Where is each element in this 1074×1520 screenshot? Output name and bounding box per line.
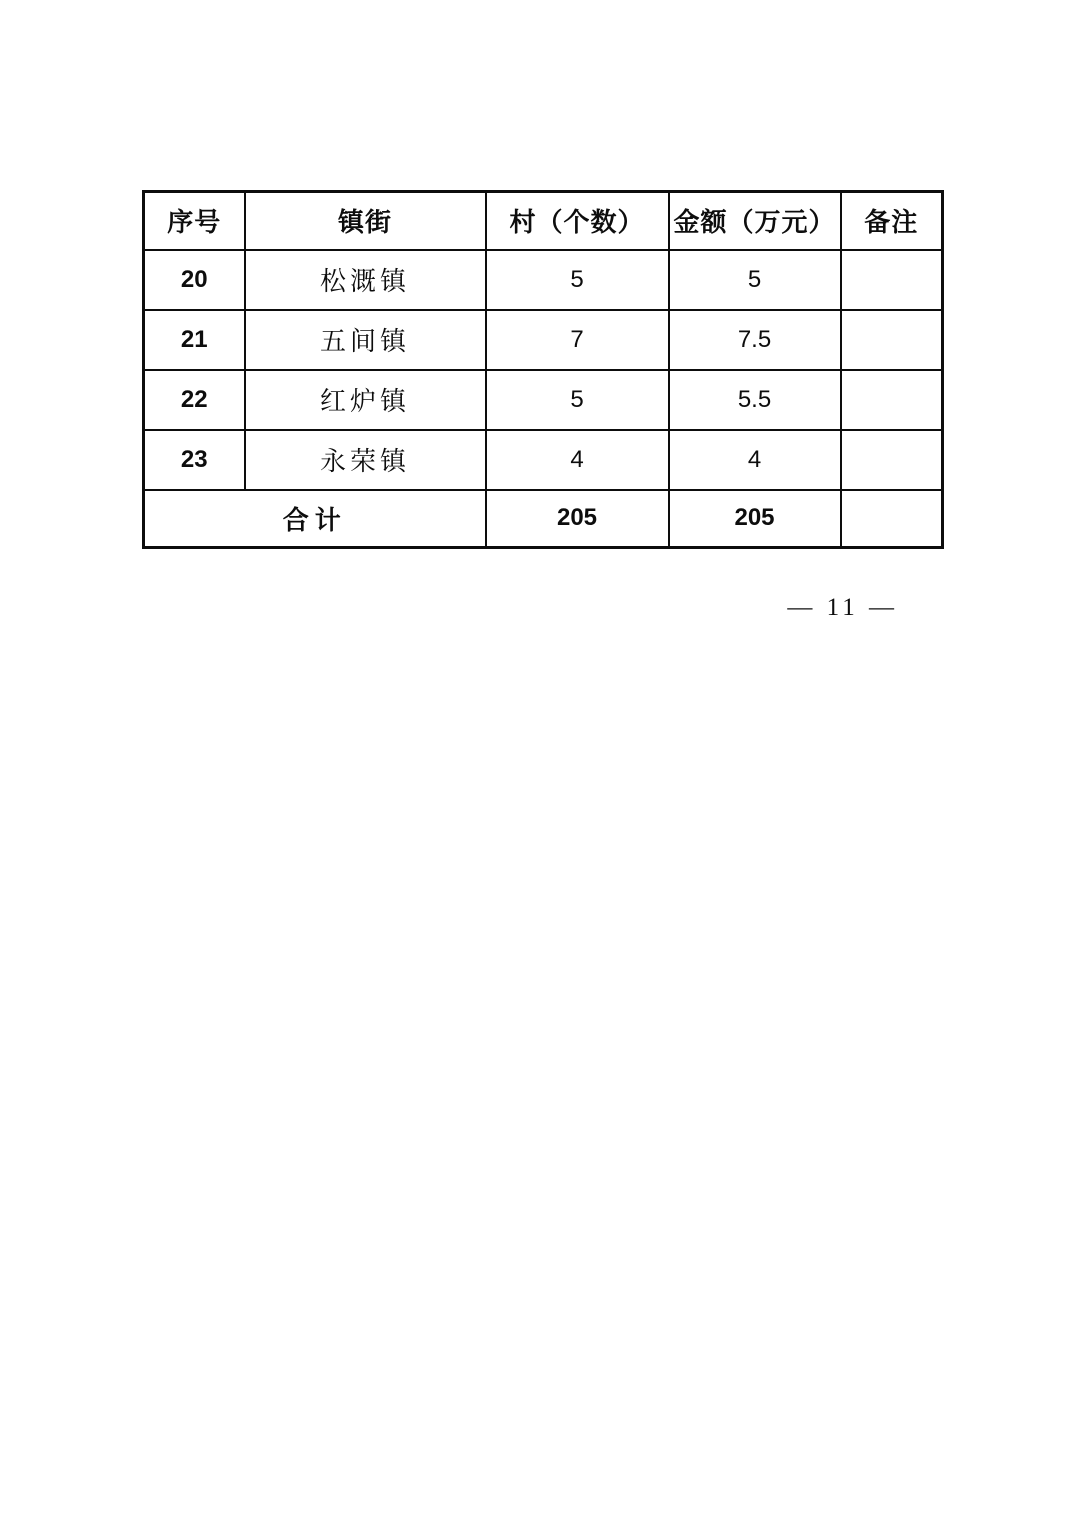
remark-cell [841,370,943,430]
total-amount-cell: 205 [669,490,841,548]
header-villages: 村（个数） [486,192,669,250]
total-label-cell: 合计 [144,490,486,548]
villages-cell: 5 [486,370,669,430]
villages-cell: 7 [486,310,669,370]
table-row [144,310,943,370]
table-header-row [144,192,943,250]
amount-cell: 5.5 [669,370,841,430]
table-total-row [144,490,943,548]
amount-cell: 4 [669,430,841,490]
villages-cell: 4 [486,430,669,490]
header-town: 镇街 [245,192,486,250]
remark-cell [841,250,943,310]
town-cell: 永荣镇 [245,430,486,490]
table-row [144,430,943,490]
header-amount: 金额（万元） [669,192,841,250]
seq-cell: 23 [144,430,245,490]
town-cell: 五间镇 [245,310,486,370]
villages-cell: 5 [486,250,669,310]
town-cell: 松溉镇 [245,250,486,310]
seq-cell: 21 [144,310,245,370]
header-seq: 序号 [144,192,245,250]
remark-cell [841,430,943,490]
header-remark: 备注 [841,192,943,250]
amount-cell: 7.5 [669,310,841,370]
town-cell: 红炉镇 [245,370,486,430]
funds-allocation-table [142,190,944,549]
total-villages-cell: 205 [486,490,669,548]
seq-cell: 20 [144,250,245,310]
amount-cell: 5 [669,250,841,310]
remark-cell [841,310,943,370]
table-row [144,250,943,310]
seq-cell: 22 [144,370,245,430]
total-remark-cell [841,490,943,548]
table-row [144,370,943,430]
page-number: — 11 — [787,594,898,621]
